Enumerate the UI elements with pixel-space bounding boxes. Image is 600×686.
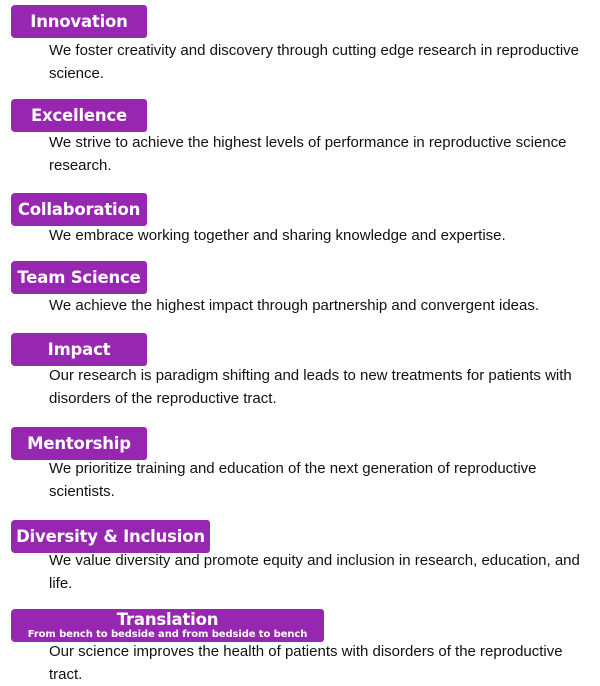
value-description: Our research is paradigm shifting and leads to new treatments for patients with disorders of the reproductive tract. xyxy=(49,367,572,407)
value-description: We value diversity and promote equity and inclusion in research, education, and life. xyxy=(49,552,580,592)
value-tag-diversity-inclusion xyxy=(11,520,210,553)
value-tag-excellence xyxy=(11,99,147,132)
value-subtitle: From bench to bedside and from bedside to bench xyxy=(27,629,308,640)
value-title: Innovation xyxy=(30,12,128,31)
value-tag-collaboration xyxy=(11,193,147,226)
value-title: Collaboration xyxy=(17,200,141,219)
value-description: We embrace working together and sharing knowledge and expertise. xyxy=(49,227,506,244)
value-description: We achieve the highest impact through partnership and convergent ideas. xyxy=(49,297,540,314)
value-title: Translation xyxy=(116,610,219,629)
value-description: We foster creativity and discovery through cutting edge research in reproductive science. xyxy=(49,42,579,82)
value-description: We prioritize training and education of the next generation of reproductive scientists. xyxy=(49,460,537,500)
value-title: Diversity & Inclusion xyxy=(16,527,205,546)
value-title: Team Science xyxy=(17,268,141,287)
value-description: Our science improves the health of patients with disorders of the reproductive tract. xyxy=(49,643,563,683)
value-tag-innovation xyxy=(11,5,147,38)
value-description: We strive to achieve the highest levels of performance in reproductive science research. xyxy=(49,134,567,174)
value-tag-translation xyxy=(11,609,324,642)
value-title: Mentorship xyxy=(27,434,131,453)
value-title: Excellence xyxy=(30,106,128,125)
value-title: Impact xyxy=(47,340,111,359)
value-tag-team-science xyxy=(11,261,147,294)
value-tag-mentorship xyxy=(11,427,147,460)
value-tag-impact xyxy=(11,333,147,366)
